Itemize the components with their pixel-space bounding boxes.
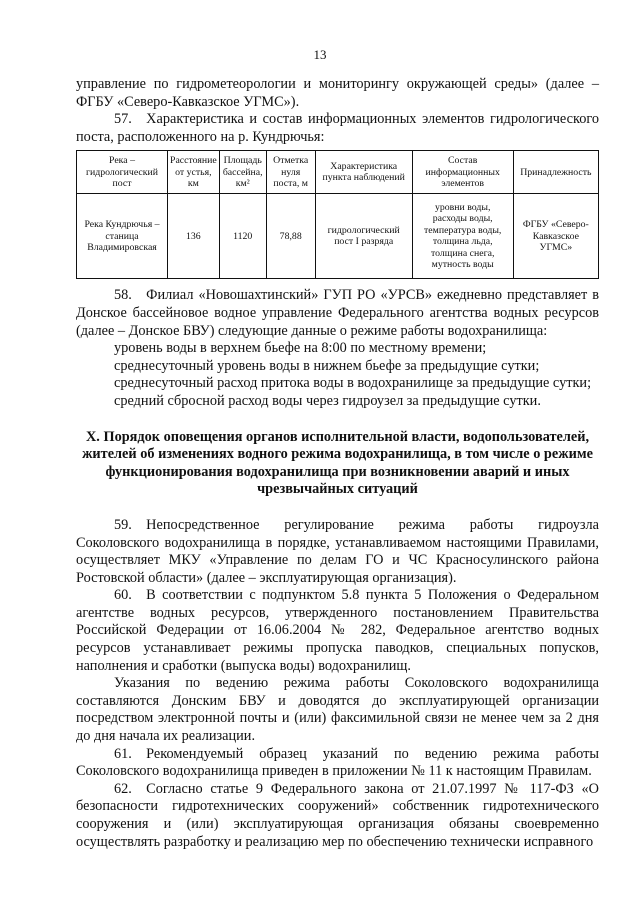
- col-header-zero-mark: Отметка нуля поста, м: [266, 151, 315, 194]
- col-header-characteristic: Характеристика пункта наблюдений: [315, 151, 412, 194]
- paragraph-58: 58. Филиал «Новошахтинский» ГУП РО «УРСВ» ежедневно представляет в Донское бассейновое водное управление Федерального агентства водных ресурсов (далее – Донское БВУ) следующие данные о режиме работы водохранилища:: [76, 287, 599, 339]
- col-header-elements: Состав информационных элементов: [412, 151, 513, 194]
- cell-zero-mark: 78,88: [266, 194, 315, 279]
- cell-basin-area: 1120: [219, 194, 266, 279]
- section-heading: X. Порядок оповещения органов исполнительной власти, водопользователей, жителей об изменениях водного режима водохранилища, в том числе о режиме функционирования водохранилища при возникновении аварий и иных чрезвычайных ситуаций: [82, 428, 593, 498]
- col-header-basin-area: Площадь бассейна, км²: [219, 151, 266, 194]
- cell-elements: уровни воды, расходы воды, температура воды, толщина льда, толщина снега, мутность воды: [412, 194, 513, 279]
- cell-characteristic: гидрологический пост I разряда: [315, 194, 412, 279]
- paragraph-62: 62. Согласно статье 9 Федерального закона от 21.07.1997 № 117-ФЗ «О безопасности гидротехнических сооружений» собственник гидротехнического сооружения и (или) эксплуатирующая организация обязаны своевременно осуществлять разработку и реализацию мер по обеспечению технически исправного: [76, 780, 599, 850]
- paragraph-60-continued: Указания по ведению режима работы Соколовского водохранилища составляются Донским БВУ и доводятся до эксплуатирующей организации посредством электронной почты и (или) факсимильной связи не менее чем за 2 дня до дня начала их реализации.: [76, 675, 599, 745]
- list-item: уровень воды в верхнем бьефе на 8:00 по местному времени;: [114, 340, 487, 357]
- cell-river-post: Река Кундрючья – станица Владимировская: [77, 194, 168, 279]
- table-row: [77, 194, 599, 279]
- cell-distance: 136: [168, 194, 220, 279]
- cell-ownership: ФГБУ «Северо-Кавказское УГМС»: [513, 194, 598, 279]
- table-header-row: [77, 151, 599, 194]
- hydrological-post-table: [76, 150, 599, 279]
- list-item: средний сбросной расход воды через гидроузел за предыдущие сутки.: [114, 392, 541, 409]
- intro-paragraph: управление по гидрометеорологии и мониторингу окружающей среды» (далее – ФГБУ «Северо-Кавказское УГМС»).: [76, 76, 599, 110]
- paragraph-57: 57. Характеристика и состав информационных элементов гидрологического поста, расположенного на р. Кундрючья:: [76, 111, 599, 145]
- paragraph-61: 61. Рекомендуемый образец указаний по ведению режима работы Соколовского водохранилища приведен в приложении № 11 к настоящим Правилам.: [76, 745, 599, 780]
- paragraph-60: 60. В соответствии с подпунктом 5.8 пункта 5 Положения о Федеральном агентстве водных ресурсов, утвержденного постановлением Правительства Российской Федерации от 16.06.2004 № 282, Федеральное агентство водных ресурсов устанавливает режимы пропуска паводков, специальных попусков, наполнения и сработки (выпуска воды) водохранилищ.: [76, 587, 599, 674]
- paragraph-59: 59. Непосредственное регулирование режима работы гидроузла Соколовского водохранилища в порядке, устанавливаемом настоящими Правилами, осуществляет МКУ «Управление по делам ГО и ЧС Красносулинского района Ростовской области» (далее – эксплуатирующая организация).: [76, 516, 599, 586]
- col-header-distance: Расстояние от устья, км: [168, 151, 220, 194]
- list-item: среднесуточный расход притока воды в водохранилище за предыдущие сутки;: [114, 375, 592, 392]
- page-number: 13: [313, 47, 327, 62]
- col-header-river-post: Река – гидрологический пост: [77, 151, 168, 194]
- col-header-ownership: Принадлежность: [513, 151, 598, 194]
- document-body: [76, 76, 599, 851]
- list-item: среднесуточный уровень воды в нижнем бьефе за предыдущие сутки;: [114, 357, 540, 374]
